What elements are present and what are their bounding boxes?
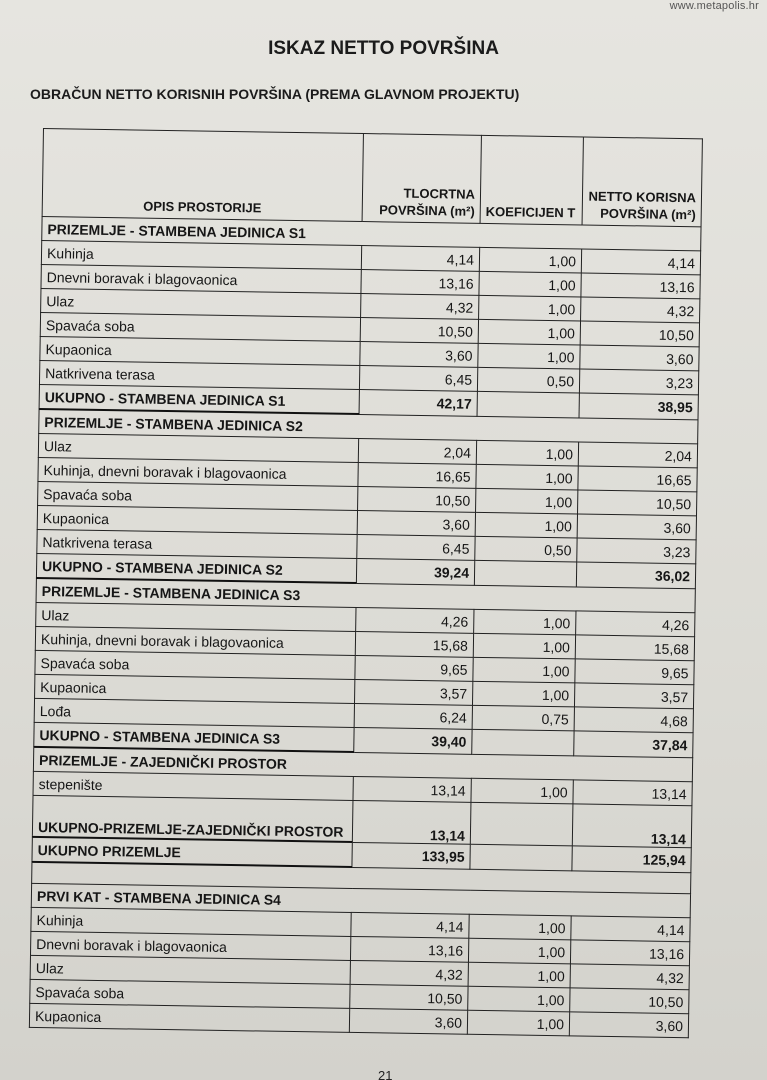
coefficient-cell [470, 844, 572, 871]
net-area-cell: 13,16 [581, 273, 700, 299]
table-header-row [42, 129, 702, 227]
floor-area-cell: 4,14 [351, 912, 469, 938]
floor-area-cell: 39,40 [354, 727, 472, 753]
net-area-cell: 3,60 [569, 1012, 688, 1038]
net-area-cell: 4,26 [576, 611, 695, 637]
net-area-cell: 10,50 [578, 490, 697, 516]
coefficient-cell: 1,00 [474, 609, 576, 635]
coefficient-cell: 1,00 [468, 986, 570, 1012]
net-area-cell: 38,95 [579, 393, 698, 419]
room-name-cell: Ulaz [36, 602, 356, 631]
floor-area-cell: 3,60 [357, 510, 475, 536]
net-area-cell: 15,68 [575, 635, 694, 661]
floor-area-cell: 4,26 [356, 607, 474, 633]
table-body [29, 216, 701, 1037]
net-area-cell: 4,32 [570, 964, 689, 990]
coefficient-cell: 1,00 [473, 657, 575, 683]
floor-area-cell: 13,14 [353, 776, 471, 802]
room-name-cell: stepenište [33, 771, 353, 800]
floor-area-cell: 13,16 [361, 270, 479, 296]
net-area-cell: 4,68 [574, 707, 693, 733]
coefficient-cell: 1,00 [476, 464, 578, 490]
coefficient-cell: 1,00 [479, 247, 581, 273]
net-area-table [29, 128, 703, 1038]
room-name-cell: UKUPNO - STAMBENA JEDINICA S2 [36, 553, 356, 583]
net-area-cell: 37,84 [574, 731, 693, 757]
room-name-cell: Kupaonica [40, 336, 360, 365]
section-label: PRIZEMLJE - STAMBENA JEDINICA S3 [36, 578, 695, 613]
floor-area-cell: 6,24 [354, 703, 472, 729]
section-label: PRIZEMLJE - STAMBENA JEDINICA S2 [39, 409, 698, 444]
section-subtitle: OBRAČUN NETTO KORISNIH POVRŠINA (PREMA GLAVNOM PROJEKTU) [30, 86, 520, 102]
coefficient-cell: 1,00 [471, 778, 573, 804]
net-area-cell: 9,65 [575, 659, 694, 685]
net-area-cell: 4,14 [571, 916, 690, 942]
room-name-cell: Kuhinja [41, 240, 361, 269]
page-number: 21 [378, 1068, 393, 1080]
coefficient-cell: 1,00 [467, 1010, 569, 1036]
net-area-cell: 3,60 [580, 345, 699, 371]
room-name-cell: UKUPNO-PRIZEMLJE-ZAJEDNIČKI PROSTOR [32, 795, 353, 842]
room-name-cell: UKUPNO PRIZEMLJE [32, 837, 352, 867]
coefficient-cell: 1,00 [469, 914, 571, 940]
floor-area-cell: 15,68 [355, 631, 473, 657]
section-label: PRIZEMLJE - STAMBENA JEDINICA S1 [42, 216, 701, 250]
coefficient-cell [477, 391, 579, 417]
section-label: PRVI KAT - STAMBENA JEDINICA S4 [31, 883, 690, 917]
coefficient-cell: 1,00 [473, 633, 575, 659]
net-area-cell: 3,23 [579, 369, 698, 395]
net-area-cell: 13,14 [573, 780, 692, 806]
coefficient-cell [470, 802, 573, 845]
floor-area-cell: 3,60 [360, 342, 478, 368]
coefficient-cell: 1,00 [476, 488, 578, 514]
room-name-cell: Dnevni boravak i blagovaonica [31, 931, 351, 960]
website-url: www.metapolis.hr [669, 0, 759, 12]
net-area-cell: 4,32 [581, 297, 700, 323]
room-name-cell: Kupaonica [29, 1003, 349, 1032]
coefficient-cell: 1,00 [475, 512, 577, 538]
net-area-cell: 3,60 [577, 514, 696, 540]
net-area-cell: 10,50 [580, 321, 699, 347]
coefficient-cell: 1,00 [476, 440, 578, 466]
room-name-cell: Ulaz [38, 433, 358, 462]
room-name-cell: UKUPNO - STAMBENA JEDINICA S3 [34, 722, 354, 752]
room-name-cell: Dnevni boravak i blagovaonica [41, 264, 361, 293]
room-name-cell: Kuhinja, dnevni boravak i blagovaonica [38, 457, 358, 486]
net-area-cell: 13,16 [570, 940, 689, 966]
coefficient-cell: 1,00 [479, 271, 581, 297]
header-coefficient: KOEFICIJEN T [480, 135, 583, 225]
net-area-cell: 10,50 [570, 988, 689, 1014]
room-name-cell: Kuhinja, dnevni boravak i blagovaonica [35, 626, 355, 655]
floor-area-cell: 3,60 [349, 1008, 467, 1034]
floor-area-cell: 13,16 [350, 936, 468, 962]
room-name-cell: Spavaća soba [35, 650, 355, 679]
header-floor-area: TLOCRTNA POVRŠINA (m²) [362, 134, 481, 224]
room-name-cell: Lođa [34, 698, 354, 727]
floor-area-cell: 6,45 [357, 534, 475, 560]
floor-area-cell: 133,95 [352, 842, 470, 869]
floor-area-cell: 4,32 [350, 960, 468, 986]
room-name-cell: Spavaća soba [38, 481, 358, 510]
floor-area-cell: 3,57 [354, 679, 472, 705]
room-name-cell: Spavaća soba [40, 312, 360, 341]
coefficient-cell: 0,50 [477, 367, 579, 393]
room-name-cell: Natkrivena terasa [39, 360, 359, 389]
net-area-cell: 2,04 [578, 442, 697, 468]
coefficient-cell [472, 729, 574, 755]
room-name-cell: UKUPNO - STAMBENA JEDINICA S1 [39, 384, 359, 414]
section-label: PRIZEMLJE - ZAJEDNIČKI PROSTOR [33, 747, 692, 782]
coefficient-cell: 1,00 [472, 681, 574, 707]
net-area-cell: 125,94 [572, 845, 691, 872]
floor-area-cell: 2,04 [358, 438, 476, 464]
coefficient-cell: 0,75 [472, 705, 574, 731]
room-name-cell: Ulaz [41, 288, 361, 317]
floor-area-cell: 42,17 [359, 390, 477, 416]
coefficient-cell: 1,00 [468, 938, 570, 964]
header-description: OPIS PROSTORIJE [42, 129, 363, 222]
net-area-cell: 13,14 [572, 804, 692, 847]
coefficient-cell: 1,00 [478, 319, 580, 345]
coefficient-cell [474, 560, 576, 586]
coefficient-cell: 1,00 [478, 343, 580, 369]
room-name-cell: Kuhinja [31, 907, 351, 936]
net-area-cell: 3,23 [577, 538, 696, 564]
net-area-cell: 4,14 [581, 249, 700, 275]
room-name-cell: Spavaća soba [30, 979, 350, 1008]
floor-area-cell: 4,32 [361, 294, 479, 320]
coefficient-cell: 1,00 [479, 295, 581, 321]
room-name-cell: Ulaz [30, 955, 350, 984]
room-name-cell: Kupaonica [37, 505, 357, 534]
net-area-cell: 3,57 [574, 683, 693, 709]
floor-area-cell: 13,14 [352, 800, 471, 843]
room-name-cell: Natkrivena terasa [37, 529, 357, 558]
floor-area-cell: 10,50 [350, 984, 468, 1010]
coefficient-cell: 1,00 [468, 962, 570, 988]
floor-area-cell: 6,45 [359, 366, 477, 392]
floor-area-cell: 10,50 [358, 486, 476, 512]
net-area-cell: 36,02 [576, 562, 695, 588]
floor-area-cell: 4,14 [361, 246, 479, 272]
floor-area-cell: 16,65 [358, 462, 476, 488]
floor-area-cell: 9,65 [355, 655, 473, 681]
coefficient-cell: 0,50 [475, 536, 577, 562]
net-area-cell: 16,65 [578, 466, 697, 492]
floor-area-cell: 10,50 [360, 318, 478, 344]
header-net-area: NETTO KORISNA POVRŠINA (m²) [582, 137, 702, 227]
page-title: ISKAZ NETTO POVRŠINA [268, 38, 499, 59]
room-name-cell: Kupaonica [35, 674, 355, 703]
floor-area-cell: 39,24 [356, 558, 474, 584]
